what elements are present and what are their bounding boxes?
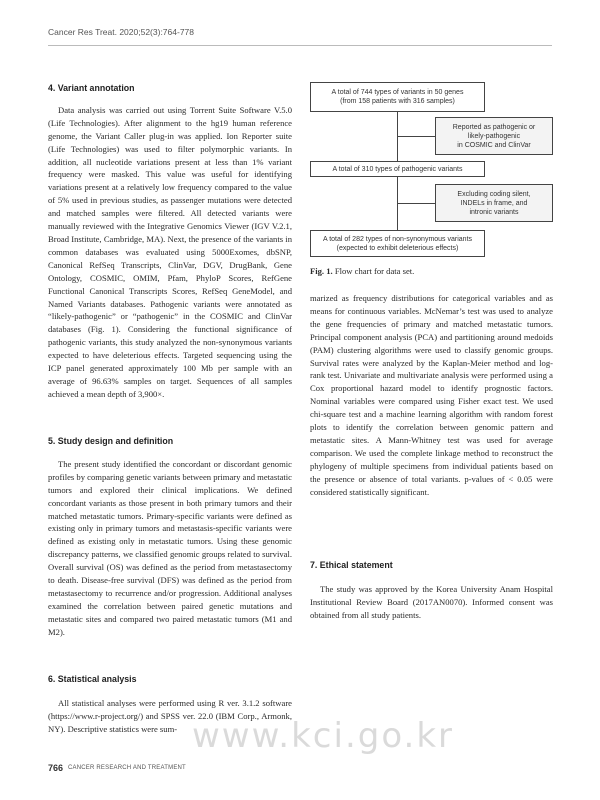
flowchart-text: (expected to exhibit deleterious effects) bbox=[336, 244, 459, 252]
section-study-design bbox=[48, 435, 292, 639]
section-heading: 7. Ethical statement bbox=[310, 560, 393, 570]
section-paragraph: marized as frequency distributions for categorical variables and as means for continuous variables. McNemar’s test was used to analyze the gene frequencies of primary and matched metastatic tumors. Principal component analysis (PCA) and partitioning around medoids (PAM) clustering algorithms were used to classify genomic groups. Survival rates were analyzed by the Kaplan-Meier method and log-rank test. Univariate and multivariate analysis were performed using a Cox proportional hazard model to identify prognostic factors. Nominal variables were compared using Fisher exact test. We used chi-square test and a machine learning algorithm with random forest plots to identify the correlation between genomic pattern and metastatic sites. A Mann-Whitney test was used for average comparison. We used the complete linkage method to reconstruct the phylogeny of multiple specimens from individual patients based on the presence or absence of total variants. p-values of < 0.05 were considered statistically significant. bbox=[310, 293, 553, 497]
journal-name: CANCER RESEARCH AND TREATMENT bbox=[68, 765, 186, 771]
flowchart-text: Reported as pathogenic or bbox=[452, 123, 536, 131]
flowchart-connector bbox=[397, 136, 435, 137]
flowchart-side-box-pathogenic-filter bbox=[435, 117, 553, 155]
section-heading: 6. Statistical analysis bbox=[48, 674, 137, 684]
section-paragraph: All statistical analyses were performed using R ver. 3.1.2 software (https://www.r-project.org/) and SPSS ver. 22.0 (IBM Corp., Armonk, NY). Descriptive statistics were sum- bbox=[48, 697, 292, 734]
flowchart-text: Excluding coding silent, bbox=[457, 190, 531, 198]
flowchart-box-total-variants bbox=[310, 82, 485, 112]
figure-caption bbox=[310, 266, 414, 276]
header-rule bbox=[48, 45, 552, 46]
section-statistical-analysis-continued bbox=[310, 292, 553, 499]
section-variant-annotation bbox=[48, 82, 292, 401]
section-heading: 5. Study design and definition bbox=[48, 436, 174, 446]
figure-caption-label: Fig. 1. bbox=[310, 266, 333, 276]
flowchart-box-non-synonymous bbox=[310, 230, 485, 257]
watermark: www.kci.go.kr bbox=[192, 716, 455, 756]
flowchart-text: intronic variants bbox=[469, 208, 519, 216]
flowchart-text: A total of 310 types of pathogenic variants bbox=[332, 165, 463, 173]
section-paragraph: The present study identified the concordant or discordant genomic profiles by comparing genetic variants between primary and metastatic tumors and explored their clinical implications. We defined concordant variants as those present in both primary tumors and their matched metastatic tumors. Primary-specific variants were defined as existing only in primary tumors and metastasis-specific variants were defined as existing only in metastatic tumors. Using these genomic discrepancy patterns, we classified genomic groups related to survival. Overall survival (OS) was defined as the period from metastasectomy to death. Disease-free survival (DFS) was defined as the period from metastasectomy to recurrence and/or progression. Additional analyses examined the correlation between paired genetic mutations and metastatic sites and compared two paired metastatic tumors (M1 and M2). bbox=[48, 458, 292, 637]
flowchart-connector bbox=[397, 203, 435, 204]
flowchart-text: A total of 282 types of non-synonymous variants bbox=[322, 235, 473, 243]
flowchart-text: INDELs in frame, and bbox=[460, 199, 528, 207]
section-heading: 4. Variant annotation bbox=[48, 83, 135, 93]
section-paragraph: The study was approved by the Korea University Anam Hospital Institutional Review Board (2017AN0070). Informed consent was obtained from all study patients. bbox=[310, 583, 553, 620]
page-number: 766 bbox=[48, 763, 64, 773]
flowchart-side-box-exclusion bbox=[435, 184, 553, 222]
flowchart-box-pathogenic-variants bbox=[310, 161, 485, 177]
flowchart-text: A total of 744 types of variants in 50 genes bbox=[331, 89, 464, 96]
running-head: Cancer Res Treat. 2020;52(3):764-778 bbox=[48, 27, 195, 37]
figure-caption-text: Flow chart for data set. bbox=[334, 266, 415, 276]
section-paragraph: Data analysis was carried out using Torrent Suite Software V.5.0 (Life Technologies). After alignment to the hg19 human reference genome, the Variant Caller plug-in was applied. Ion Reporter suite (Life Technologies) was used to filter polymorphic variants. In addition, all nucleotide variations present at less than 1% variant frequency were masked. This value was useful for identifying variations present at a relatively low frequency compared to the value of 5% used in previous studies, as passenger mutations were detected and matched samples were filtered. All detected variants were manually reviewed with the Integrative Genomics Viewer (IGV V.2.1, Broad Institute, Cambridge, MA). Next, the presence of the variants in common databases was evaluated using 5000Exomes, dbSNP, Canonical RefSeq Transcripts, ClinVar, DGV, DrugBank, Gene Ontology, COSMIC, OMIM, Pfam, PhyloP Scores, RefGene Functional Canonical Transcripts Scores, RefSeq GeneModel, and Named Variants databases. Pathogenic variants were annotated as “likely-pathogenic” or “pathogenic” in the COSMIC and ClinVar databases (Fig. 1). Considering the functional significance of pathogenic variants, this study analyzed the non-synonymous variants expected to have deleterious effects. Targeted sequencing using the ICP panel generated approximately 100 Mb per sample with an average of 96.63% samples on target. Sequences of all samples achieved a mean depth of 3,900×. bbox=[48, 104, 292, 399]
section-ethical-statement bbox=[310, 559, 553, 622]
flowchart-text: (from 158 patients with 316 samples) bbox=[340, 98, 455, 105]
flowchart-text: likely-pathogenic bbox=[467, 132, 521, 140]
flowchart-text: in COSMIC and ClinVar bbox=[457, 141, 531, 149]
